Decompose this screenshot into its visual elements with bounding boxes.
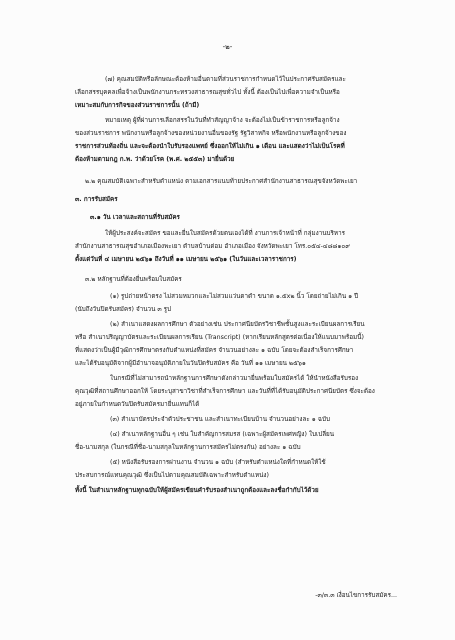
text-line: อยู่ภายในกำหนดวันปิดรับสมัครมายื่นแทนก็ได้	[75, 401, 200, 408]
list-item: (๑) รูปถ่ายหน้าตรง ไม่สวมหมวกและไม่สวมแว่นตาดำ ขนาด ๑.๕x๒ นิ้ว โดยถ่ายไม่เกิน ๑ ปี	[110, 293, 359, 300]
text-line: หรือ สำเนาปริญญาบัตรและระเบียนผลการเรียน (Transcript) (หากเรียนหลักสูตรต่อเนื่องให้แนบมาพร้อมนี้)	[75, 334, 364, 341]
text-line: ในกรณีที่ไม่สามารถนำหลักฐานการศึกษาดังกล่าวมายื่นพร้อมใบสมัครได้ ให้นำหนังสือรับรอง	[110, 375, 359, 382]
text-line: เหมาะสมกับการกิจของส่วนราชการนั้น (ถ้ามี)	[75, 102, 200, 109]
text-line: ราชการส่วนท้องถิ่น และจะต้องนำใบรับรองแพทย์ ซึ่งออกให้ไม่เกิน ๑ เดือน และแสดงว่าไม่เป็นโรคที่	[75, 143, 345, 150]
remark-line: หมายเหตุ ผู้ที่ผ่านการเลือกสรรในวันที่ทำสัญญาจ้าง จะต้องไม่เป็นข้าราชการหรือลูกจ้าง	[105, 117, 340, 124]
continuation-footer: -๓/๓.๓ เงื่อนไขการรับสมัคร...	[315, 592, 397, 599]
text-line: ต้องห้ามตามกฎ ก.พ. ว่าด้วยโรค (พ.ศ. ๒๕๕๓) มายื่นด้วย	[75, 156, 235, 163]
list-item: (๔) สำเนาหลักฐานอื่น ๆ เช่น ใบสำคัญการสมรส (เฉพาะผู้สมัครเพศหญิง) ใบเปลี่ยน	[110, 431, 335, 438]
list-item: (๒) สำเนาแสดงผลการศึกษา ตัวอย่างเช่น ประกาศนียบัตรวิชาชีพชั้นสูงและระเบียนผลการเรียน	[110, 321, 365, 328]
text-line: ประสบการณ์แทนคุณวุฒิ ซึ่งเป็นไปตามคุณสมบัติเฉพาะสำหรับตำแหน่ง)	[75, 472, 269, 479]
list-item: (๕) หนังสือรับรองการผ่านงาน จำนวน ๑ ฉบับ (สำหรับตำแหน่งใดที่กำหนดให้ใช้	[110, 459, 326, 466]
text-line: ของส่วนราชการ พนักงานหรือลูกจ้างของหน่วยงานอื่นของรัฐ รัฐวิสาหกิจ หรือพนักงานหรือลูกจ้างของ	[75, 130, 347, 137]
text-line: ชื่อ-นามสกุล (ในกรณีที่ชื่อ-นามสกุลในหลักฐานการสมัครไม่ตรงกัน) อย่างละ ๑ ฉบับ	[75, 444, 301, 451]
text-line: เลือกสรรบุคคลเพื่อจ้างเป็นพนักงานกระทรวงสาธารณสุขทั่วไป ทั้งนี้ ต้องเป็นไปเพื่อความจำเป็นหรือ	[75, 89, 340, 96]
subsection-heading: ๓.๒ หลักฐานที่ต้องยื่นพร้อมใบสมัคร	[85, 276, 182, 283]
section-heading: ๒.๒ คุณสมบัติเฉพาะสำหรับตำแหน่ง ตามเอกสารแนบท้ายประกาศสำนักงานสาธารณสุขจังหวัดพะเยา	[85, 178, 358, 185]
text-line: (๗) คุณสมบัติหรือลักษณะต้องห้ามอื่นตามที่ส่วนราชการกำหนดไว้ในประกาศรับสมัครและ	[105, 76, 346, 83]
text-line: (นับถึงวันปิดรับสมัคร) จำนวน ๓ รูป	[75, 306, 172, 313]
text-line: และได้รับอนุมัติจากผู้มีอำนาจอนุมัติภายในวันปิดรับสมัคร คือ วันที่ ๑๑ เมษายน ๒๕๖๑	[75, 360, 306, 367]
subsection-heading: ๓.๑ วัน เวลาและสถานที่รับสมัคร	[90, 214, 180, 221]
text-line: ที่แสดงว่าเป็นผู้มีวุฒิการศึกษาตรงกับตำแหน่งที่สมัคร จำนวนอย่างละ ๑ ฉบับ โดยจะต้องสำเร็จการศึกษา	[75, 347, 354, 354]
list-item: (๓) สำเนาบัตรประจำตัวประชาชน และสำเนาทะเบียนบ้าน จำนวนอย่างละ ๑ ฉบับ	[110, 416, 330, 423]
text-line: คุณวุฒิที่สถานศึกษาออกให้ โดยระบุสาขาวิชาที่สำเร็จการศึกษา และวันที่ที่ได้รับอนุมัติประกาศนียบัตร ซึ่งจะต้อง	[75, 388, 375, 395]
text-line: ตั้งแต่วันที่ ๔ เมษายน ๒๕๖๑ ถึงวันที่ ๑๑ เมษายน ๒๕๖๑ (ในวันและเวลาราชการ)	[75, 256, 297, 263]
text-line: สำนักงานสาธารณสุขอำเภอเมืองพะเยา ตำบลบ้านต่อม อำเภอเมือง จังหวัดพะเยา โทร.๐๕๔-๔๘๘๑๐๙	[75, 243, 350, 250]
page-number: -๒-	[222, 43, 233, 51]
section-heading: ๓. การรับสมัคร	[75, 196, 118, 203]
text-line: ให้ผู้ประสงค์จะสมัคร ขอและยื่นใบสมัครด้วยตนเองได้ที่ งานการเจ้าหน้าที่ กลุ่มงานบริหาร	[105, 230, 345, 237]
note-line: ทั้งนี้ ในสำเนาหลักฐานทุกฉบับให้ผู้สมัครเขียนคำรับรองสำเนาถูกต้องและลงชื่อกำกับไว้ด้วย	[75, 487, 319, 494]
